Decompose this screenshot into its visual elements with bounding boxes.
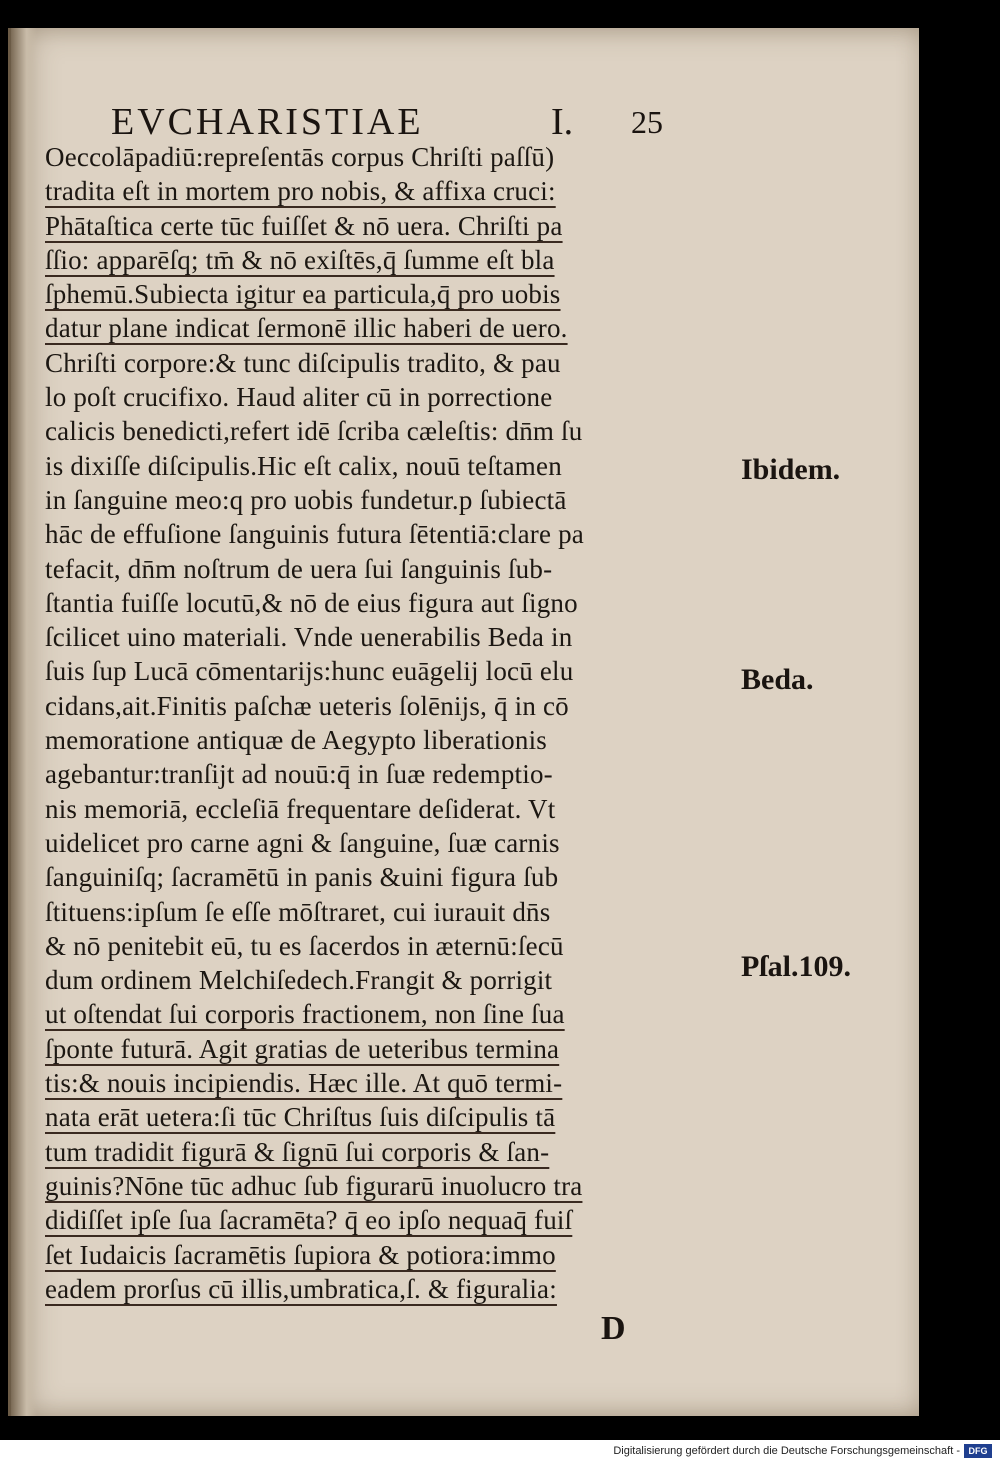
- chapter-number: I.: [551, 101, 574, 143]
- text-line: didiſſet ipſe ſua ſacramēta? q̄ eo ipſo nequaq̄ fuiſ: [45, 1205, 573, 1236]
- body-text: [45, 140, 745, 1306]
- text-line: ſſio: apparēſq; tm̄ & nō exiſtēs,q̄ ſumme eſt bla: [45, 244, 555, 275]
- folio-number: 25: [631, 104, 663, 140]
- text-line: nis memoriā, eccleſiā frequentare deſiderat. Vt: [45, 793, 556, 824]
- margin-note-ibidem: Ibidem.: [741, 453, 841, 486]
- text-line: Chriſti corpore:& tunc diſcipulis tradito, & pau: [45, 347, 561, 378]
- page-header: [111, 100, 731, 144]
- margin-note-beda: Beda.: [741, 663, 814, 696]
- text-line: ſtituens:ipſum ſe eſſe mōſtraret, cui iurauit dn̄s: [45, 896, 551, 927]
- text-line: agebantur:tranſijt ad nouū:q̄ in ſuæ redemptio-: [45, 759, 553, 790]
- digitization-footer: [0, 1440, 1000, 1464]
- text-line: & nō penitebit eū, tu es ſacerdos in æternū:ſecū: [45, 930, 564, 961]
- text-line: eadem prorſus cū illis,umbratica,ſ. & figuralia:: [45, 1273, 557, 1304]
- dfg-logo-icon: DFG: [964, 1444, 992, 1458]
- text-line: nata erāt uetera:ſi tūc Chriſtus ſuis diſcipulis tā: [45, 1102, 556, 1133]
- text-line: tum tradidit figurā & ſignū ſui corporis & ſan-: [45, 1136, 550, 1167]
- text-line: calicis benedicti,refert idē ſcriba cæleſtis: dn̄m ſu: [45, 416, 583, 447]
- text-line: lo poſt crucifixo. Haud aliter cū in porrectione: [45, 382, 553, 413]
- footer-credit: Digitalisierung gefördert durch die Deutsche Forschungsgemeinschaft -: [613, 1445, 960, 1457]
- book-page: [8, 28, 919, 1416]
- text-line: Phātaſtica certe tūc fuiſſet & nō uera. Chriſti pa: [45, 210, 563, 241]
- text-line: tradita eſt in mortem pro nobis, & affixa cruci:: [45, 176, 556, 207]
- text-line: ſanguiniſq; ſacramētū in panis &uini figura ſub: [45, 862, 559, 893]
- text-line: ſphemū.Subiecta igitur ea particula,q̄ pro uobis: [45, 279, 561, 310]
- running-title: EVCHARISTIAE: [111, 101, 424, 143]
- page-gutter-shadow: [11, 28, 37, 1416]
- text-line: Oeccolāpadiū:repreſentās corpus Chriſti paſſū): [45, 142, 555, 172]
- text-line: dum ordinem Melchiſedech.Frangit & porrigit: [45, 965, 553, 996]
- text-line: guinis?Nōne tūc adhuc ſub figurarū inuolucro tra: [45, 1170, 583, 1201]
- text-line: datur plane indicat ſermonē illic haberi de uero.: [45, 313, 568, 344]
- text-line: tis:& nouis incipiendis. Hæc ille. At quō termi-: [45, 1068, 563, 1099]
- signature-mark: D: [601, 1310, 626, 1347]
- text-line: ut oſtendat ſui corporis fractionem, non ſine ſua: [45, 999, 565, 1030]
- text-line: tefacit, dn̄m noſtrum de uera ſui ſanguinis ſub-: [45, 553, 553, 584]
- text-line: is dixiſſe diſcipulis.Hic eſt calix, nouū teſtamen: [45, 450, 562, 481]
- text-line: hāc de effuſione ſanguinis futura ſētentiā:clare pa: [45, 519, 584, 550]
- margin-note-psalm: Pſal.109.: [741, 950, 851, 983]
- text-line: memoratione antiquæ de Aegypto liberationis: [45, 725, 547, 756]
- text-line: ſuis ſup Lucā cōmentarijs:hunc euāgelij locū elu: [45, 656, 574, 687]
- text-line: ſtantia fuiſſe locutū,& nō de eius figura aut ſigno: [45, 587, 578, 618]
- text-line: ſcilicet uino materiali. Vnde uenerabilis Beda in: [45, 622, 573, 653]
- text-line: ſet Iudaicis ſacramētis ſupiora & potiora:immo: [45, 1239, 556, 1270]
- text-line: ſponte futurā. Agit gratias de ueteribus termina: [45, 1033, 560, 1064]
- text-line: uidelicet pro carne agni & ſanguine, ſuæ carnis: [45, 827, 560, 858]
- text-line: cidans,ait.Finitis paſchæ ueteris ſolēnijs, q̄ in cō: [45, 690, 569, 721]
- text-line: in ſanguine meo:q pro uobis fundetur.p ſubiectā: [45, 484, 567, 515]
